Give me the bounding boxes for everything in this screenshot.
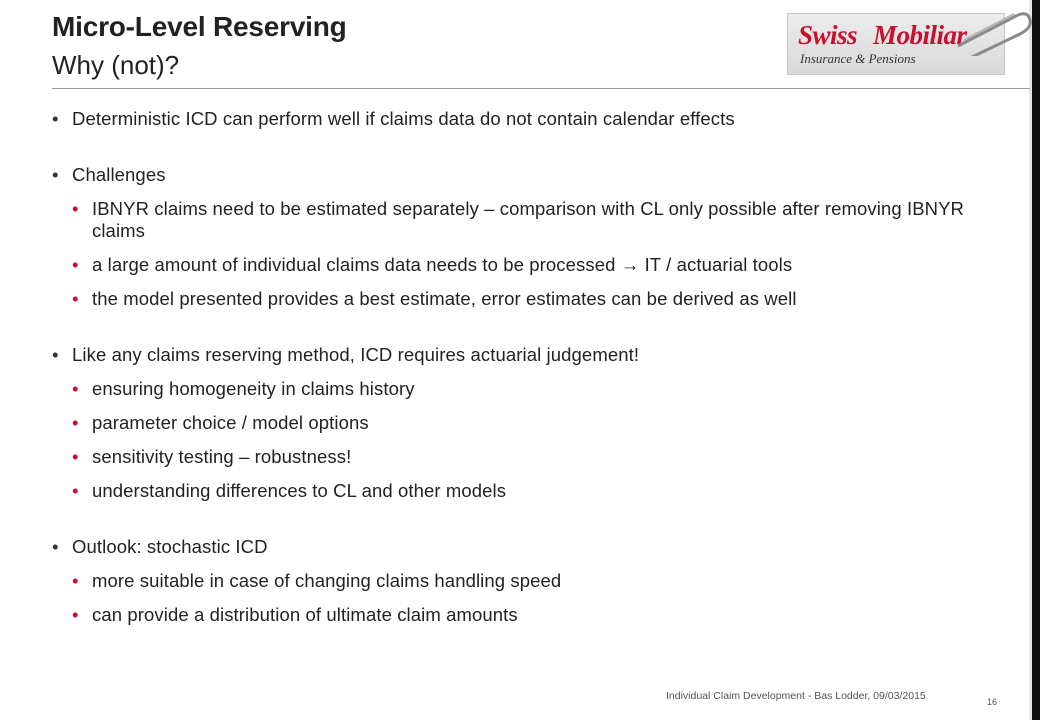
bullet-marker: •	[52, 108, 59, 129]
sub-bullet-text: IBNYR claims need to be estimated separately – comparison with CL only possible after removing IBNYR claims	[92, 198, 965, 241]
page-number: 16	[987, 697, 998, 707]
sub-bullet-text: can provide a distribution of ultimate claim amounts	[92, 604, 518, 625]
sub-bullet-text: the model presented provides a best estimate, error estimates can be derived as well	[92, 288, 797, 309]
logo-word-swiss: Swiss	[798, 20, 858, 50]
sub-bullet-data-volume	[52, 254, 1002, 276]
sub-bullet-homogeneity	[52, 378, 1002, 400]
sub-bullet-marker: •	[72, 198, 79, 219]
sub-bullet-sensitivity	[52, 446, 1002, 468]
sub-bullet-marker: •	[72, 412, 79, 433]
sub-bullet-marker: •	[72, 480, 79, 501]
right-edge-bar	[1032, 0, 1040, 720]
sub-bullet-ibnyr	[52, 198, 1002, 242]
sub-bullet-distribution	[52, 604, 1002, 626]
footer-citation: Individual Claim Development - Bas Lodder, 09/03/2015	[666, 690, 926, 702]
sub-bullet-marker: •	[72, 570, 79, 591]
sub-bullet-text: a large amount of individual claims data needs to be processed → IT / actuarial tools	[92, 254, 793, 275]
bullet-marker: •	[52, 164, 59, 185]
title-divider	[52, 88, 1030, 89]
bullet-marker: •	[52, 536, 59, 557]
logo-tagline: Insurance & Pensions	[800, 51, 916, 66]
bullet-calendar-effects	[52, 108, 1002, 130]
bullet-challenges	[52, 164, 1002, 186]
logo-word-mobiliar: Mobiliar	[873, 20, 967, 50]
sub-bullet-best-estimate	[52, 288, 1002, 310]
bullet-text: Challenges	[72, 164, 166, 185]
sub-bullet-differences	[52, 480, 1002, 502]
sub-bullet-text: understanding differences to CL and other models	[92, 480, 507, 501]
sub-bullet-handling-speed	[52, 570, 1002, 592]
sub-bullet-text: more suitable in case of changing claims handling speed	[92, 570, 562, 591]
sub-bullet-marker: •	[72, 288, 79, 309]
bullet-marker: •	[52, 344, 59, 365]
slide-body	[52, 108, 1002, 626]
sub-bullet-marker: •	[72, 254, 79, 275]
sub-bullet-marker: •	[72, 604, 79, 625]
paperclip-icon	[954, 6, 1034, 56]
slide-title: Micro-Level Reserving	[52, 11, 347, 42]
slide-subtitle: Why (not)?	[52, 50, 180, 80]
sub-bullet-marker: •	[72, 446, 79, 467]
bullet-outlook	[52, 536, 1002, 558]
bullet-text: Like any claims reserving method, ICD requires actuarial judgement!	[72, 344, 640, 365]
sub-bullet-text: sensitivity testing – robustness!	[92, 446, 352, 467]
sub-bullet-text: parameter choice / model options	[92, 412, 369, 433]
sub-bullet-marker: •	[72, 378, 79, 399]
bullet-actuarial-judgement	[52, 344, 1002, 366]
sub-bullet-text: ensuring homogeneity in claims history	[92, 378, 415, 399]
sub-bullet-parameter-choice	[52, 412, 1002, 434]
bullet-text: Deterministic ICD can perform well if claims data do not contain calendar effects	[72, 108, 735, 129]
bullet-text: Outlook: stochastic ICD	[72, 536, 268, 557]
